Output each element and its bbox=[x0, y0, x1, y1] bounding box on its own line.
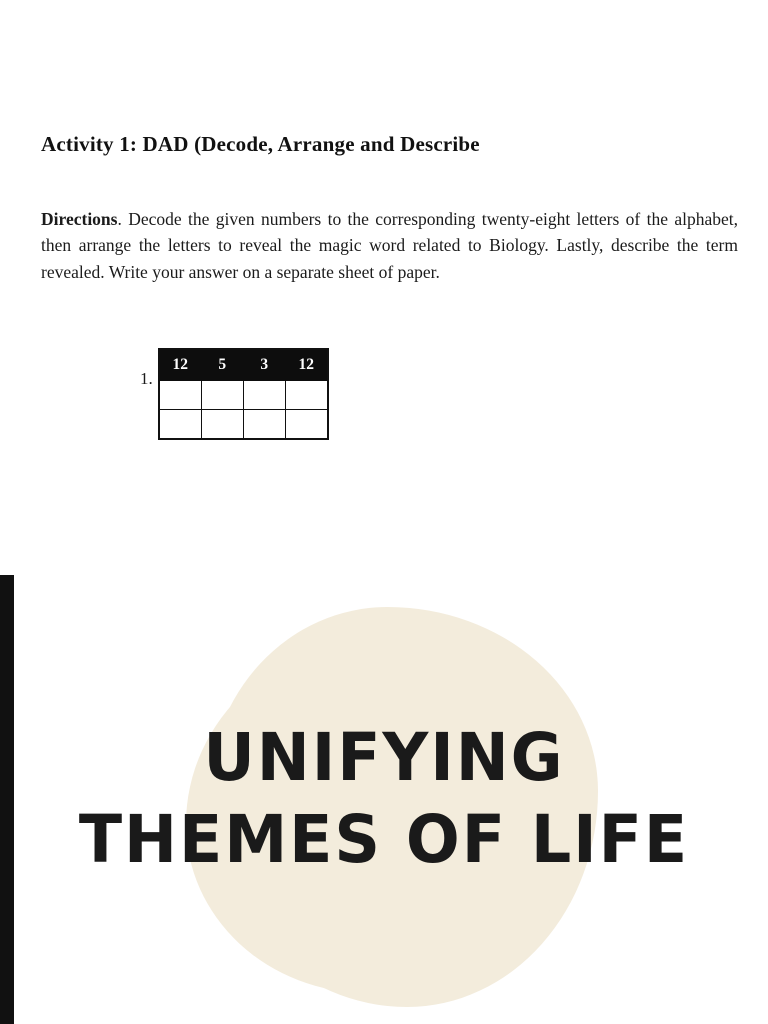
table-row-answer-1 bbox=[159, 381, 328, 410]
page-title: Activity 1: DAD (Decode, Arrange and Describe bbox=[41, 132, 480, 156]
directions-label: Directions bbox=[41, 208, 118, 229]
answer-cell[interactable] bbox=[243, 410, 285, 440]
title-line-2: THEMES OF LIFE bbox=[78, 801, 690, 878]
answer-cell[interactable] bbox=[285, 381, 328, 410]
decode-table bbox=[158, 348, 329, 440]
answer-cell[interactable] bbox=[159, 410, 202, 440]
answer-cell[interactable] bbox=[243, 381, 285, 410]
title-line-1: UNIFYING bbox=[203, 719, 565, 796]
title-card-heading bbox=[0, 719, 768, 878]
code-cell: 3 bbox=[243, 349, 285, 381]
directions-paragraph bbox=[41, 206, 738, 286]
answer-cell[interactable] bbox=[285, 410, 328, 440]
item-number: 1. bbox=[140, 369, 153, 388]
table-row-answer-2 bbox=[159, 410, 328, 440]
code-cell: 12 bbox=[159, 349, 202, 381]
decode-item-1 bbox=[140, 348, 329, 440]
code-cell: 12 bbox=[285, 349, 328, 381]
title-card-section bbox=[0, 575, 768, 1024]
table-row-codes bbox=[159, 349, 328, 381]
code-cell: 5 bbox=[201, 349, 243, 381]
answer-cell[interactable] bbox=[201, 381, 243, 410]
directions-text: . Decode the given numbers to the corresponding twenty-eight letters of the alphabet, then arrange the letters to reveal the magic word related to Biology. Lastly, describe the term revealed. Write your answer on a separate sheet of paper. bbox=[41, 208, 738, 282]
answer-cell[interactable] bbox=[159, 381, 202, 410]
answer-cell[interactable] bbox=[201, 410, 243, 440]
